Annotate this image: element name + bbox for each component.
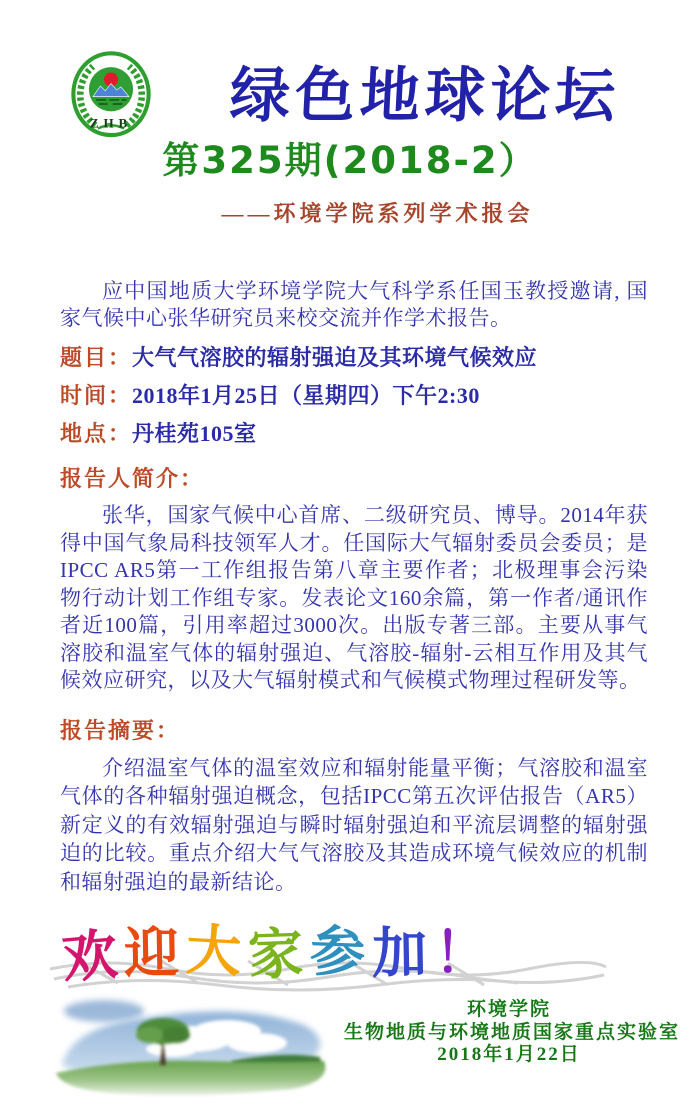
location-value: 丹桂苑105室 (132, 421, 257, 446)
speaker-bio-paragraph: 张华，国家气候中心首席、二级研究员、博导。2014年获得中国气象局科技领军人才。任国际大气辐射委员会委员；是IPCC AR5第一工作组报告第八章主要作者；北极理事会污染物行动计划工作组专家。发表论文160余篇，第一作者/通讯作者近100篇，引用率超过3000次。出版专著三部。主要从事气溶胶和温室气体的辐射强迫、气溶胶-辐射-云相互作用及其气候效应研究，以及大气辐射模式和气候模式物理过程研发等。 (60, 503, 648, 692)
landscape-meadow-image (42, 995, 334, 1101)
location-label: 地点： (60, 421, 133, 446)
footer-lab: 生物地质与环境地质国家重点实验室 (344, 1021, 681, 1043)
bottom-row (60, 991, 681, 1109)
header (0, 0, 700, 252)
signature-block (344, 999, 681, 1067)
series-subtitle: ——环境学院系列学术报会 (221, 201, 534, 226)
topic-value: 大气气溶胶的辐射强迫及其环境气候效应 (132, 345, 538, 370)
zhb-environment-logo-icon (70, 50, 152, 140)
event-meta (60, 343, 648, 448)
meta-row-time (60, 381, 648, 410)
meta-row-location (60, 419, 648, 448)
abstract-heading: 报告摘要： (60, 717, 181, 743)
footer-date: 2018年1月22日 (437, 1044, 581, 1065)
issue-number: 第325期(2018-2） (162, 139, 538, 182)
time-value: 2018年1月25日（星期四）下午2:30 (132, 383, 480, 408)
time-label: 时间： (60, 383, 133, 408)
welcome-banner (60, 917, 648, 991)
abstract-paragraph: 介绍温室气体的温室效应和辐射能量平衡；气溶胶和温室气体的各种辐射强迫概念，包括IPCC第五次评估报告（AR5）新定义的有效辐射强迫与瞬时辐射强迫和平流层调整的辐射强迫的比较。重点介绍大气气溶胶及其造成环境气候效应的机制和辐射强迫的最新结论。 (60, 755, 648, 894)
logo-zhb-text: ZHB (89, 115, 133, 131)
speaker-bio-heading: 报告人简介： (60, 466, 205, 491)
forum-title: 绿色地球论坛 (228, 61, 622, 131)
main-content (59, 278, 681, 1109)
welcome-text: 欢迎大家参加！ (59, 917, 497, 991)
meta-row-topic (60, 343, 648, 372)
footer-school: 环境学院 (466, 999, 551, 1020)
topic-label: 题目： (60, 345, 133, 370)
invitation-paragraph: 应中国地质大学环境学院大气科学系任国玉教授邀请, 国家气候中心张华研究员来校交流并作学术报告。 (60, 279, 648, 330)
